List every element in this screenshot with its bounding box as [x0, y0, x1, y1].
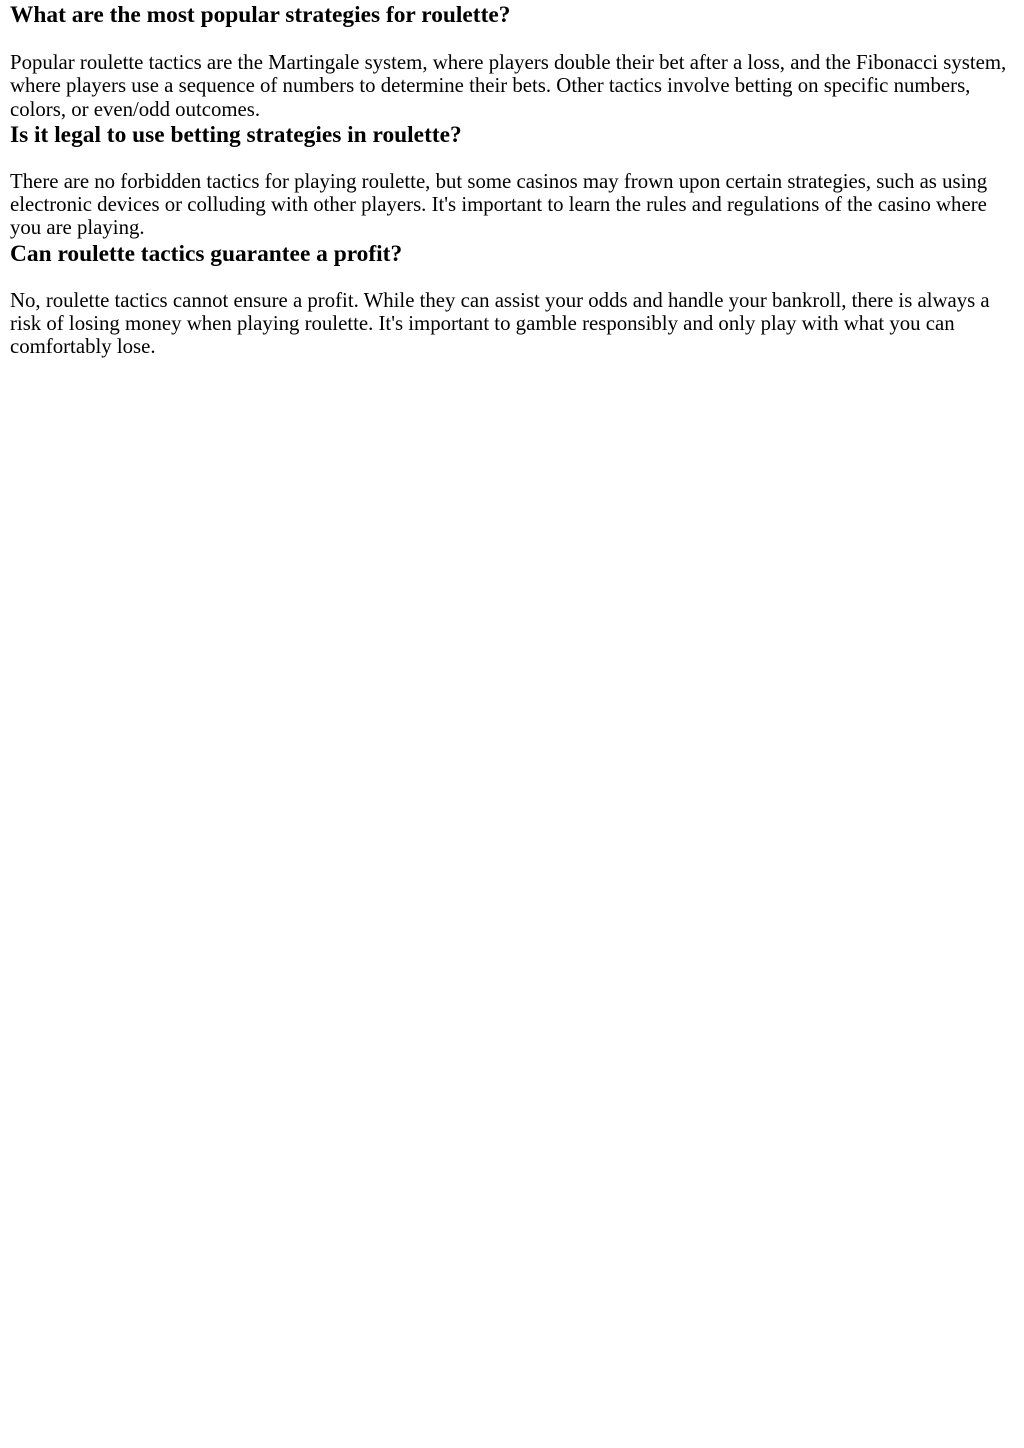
faq-answer-text: No, roulette tactics cannot ensure a profit. While they can assist your odds and handle your bankroll, there is always a risk of losing money when playing roulette. It's important to gamble responsibly and only play with what you can comfortably lose. [10, 288, 990, 359]
faq-item [10, 121, 1014, 240]
faq-answer-text: There are no forbidden tactics for playing roulette, but some casinos may frown upon certain strategies, such as using electronic devices or colluding with other players. It's important to learn the rules and regulations of the casino where you are playing. [10, 169, 988, 240]
faq-question-heading: Is it legal to use betting strategies in roulette? [10, 121, 462, 148]
faq-question-heading: What are the most popular strategies for roulette? [10, 2, 511, 28]
faq-content [0, 0, 1024, 359]
faq-answer-text: Popular roulette tactics are the Martingale system, where players double their bet after a loss, and the Fibonacci system, where players use a sequence of numbers to determine their bets. Other tactics involve betting on specific numbers, colors, or even/odd outcomes. [10, 51, 1007, 121]
faq-item [10, 0, 1014, 121]
faq-question-heading: Can roulette tactics guarantee a profit? [10, 240, 403, 267]
faq-item [10, 240, 1014, 359]
